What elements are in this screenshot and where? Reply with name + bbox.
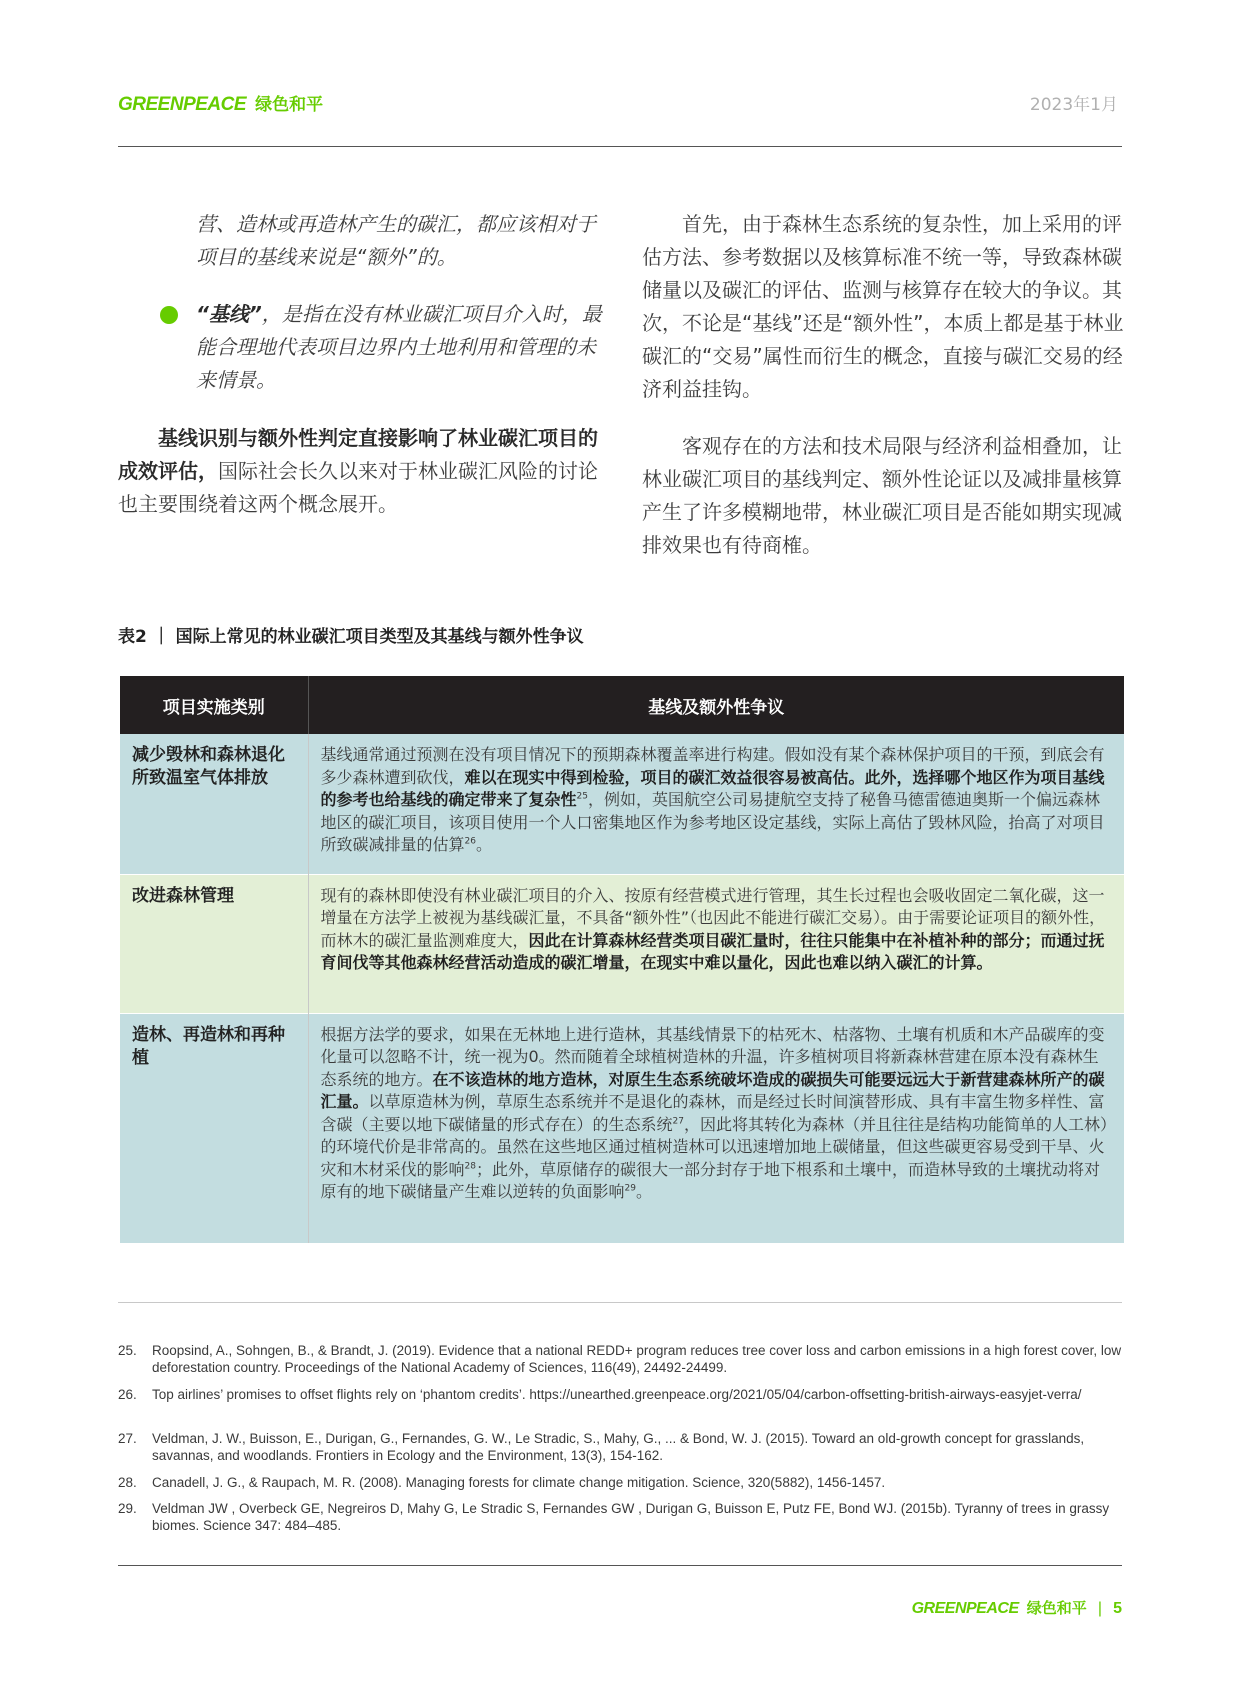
header-date: 2023年1月 bbox=[1029, 95, 1118, 115]
table-caption: 表2 ｜ 国际上常见的林业碳汇项目类型及其基线与额外性争议 bbox=[118, 627, 584, 647]
desc-bold: 因此在计算森林经营类项目碳汇量时，往往只能集中在补植补种的部分；而通过抚育间伐等其他森林经营活动造成的碳汇增量，在现实中难以量化，因此也难以纳入碳汇的计算。 bbox=[320, 930, 1105, 972]
desc-text: 现有的森林即使没有林业碳汇项目的介入、按原有经营模式进行管理，其生长过程也会吸收固定二氧化碳，这一增量在方法学上被视为基线碳汇量，不具备“额外性”（也因此不能进行碳汇交易）。由于需要论证项目的额外性，而林木的碳汇量监测难度大， bbox=[320, 885, 1106, 950]
footnote-26 bbox=[118, 1386, 1122, 1403]
footnote-29 bbox=[118, 1500, 1122, 1534]
header-divider bbox=[118, 146, 1122, 147]
row-category: 造林、再造林和再种植 bbox=[120, 1013, 308, 1243]
table-row bbox=[120, 734, 1124, 874]
footnote-27 bbox=[118, 1430, 1122, 1464]
footnote-divider bbox=[118, 1302, 1122, 1303]
row-description bbox=[308, 734, 1124, 874]
right-paragraph-2: 客观存在的方法和技术局限与经济利益相叠加，让林业碳汇项目的基线判定、额外性论证以及减排量核算产生了许多模糊地带，林业碳汇项目是否能如期实现减排效果也有待商榷。 bbox=[642, 434, 1122, 557]
footnote-text: Veldman, J. W., Buisson, E., Durigan, G., Fernandes, G. W., Le Stradic, S., Mahy, G., ... & Bond, W. J. (2015). Toward an old-growth concept for grasslands, savannas, and woodlands. Frontiers in Ecology and the Environment, 13(3), 154-162. bbox=[152, 1431, 1085, 1463]
header-logo bbox=[118, 90, 323, 116]
footnote-25 bbox=[118, 1342, 1122, 1376]
footer-separator: | bbox=[1097, 1600, 1102, 1617]
quote-continuation: 营、造林或再造林产生的碳汇，都应该相对于项目的基线来说是“额外”的。 bbox=[196, 212, 596, 269]
footer-logo bbox=[912, 1597, 1122, 1618]
footnote-ref: 25 bbox=[576, 791, 588, 802]
footnote-number: 26. bbox=[118, 1387, 137, 1402]
desc-text: ，例如，英国航空公司易捷航空支持了秘鲁马德雷德迪奥斯一个偏远森林地区的碳汇项目，该项目使用一个人口密集地区作为参考地区设定基线，实际上高估了毁林风险，抬高了对项目所致碳减排量的估算 bbox=[320, 790, 1105, 854]
desc-bold: 在不该造林的地方造林，对原生生态系统破坏造成的碳损失可能要远远大于新营建森林所产的碳汇量。 bbox=[320, 1069, 1105, 1111]
row-category: 减少毁林和森林退化所致温室气体排放 bbox=[120, 734, 308, 874]
greenpeace-logo-text: GREENPEACE bbox=[118, 94, 247, 115]
page-number: 5 bbox=[1113, 1600, 1122, 1617]
table-row bbox=[120, 874, 1124, 1013]
desc-text: 。 bbox=[475, 835, 492, 854]
desc-text: 以草原造林为例，草原生态系统并不是退化的森林，而是经过长时间演替形成、具有丰富生物多样性、富含碳（主要以地下碳储量的形式存在）的生态系统 bbox=[320, 1092, 1105, 1134]
greenpeace-logo-cn: 绿色和平 bbox=[255, 95, 324, 115]
footer-divider bbox=[118, 1565, 1122, 1566]
bullet-term: “基线” bbox=[196, 302, 262, 326]
left-paragraph bbox=[118, 422, 606, 521]
table-row bbox=[120, 1013, 1124, 1243]
footnote-ref: 27 bbox=[672, 1116, 684, 1127]
footnote-text: Veldman JW , Overbeck GE, Negreiros D, Mahy G, Le Stradic S, Fernandes GW , Durigan G, Buisson E, Putz FE, Bond WJ. (2015b). Tyranny of trees in grassy biomes. Science 347: 484–485. bbox=[152, 1501, 1110, 1533]
footnote-number: 27. bbox=[118, 1431, 137, 1446]
left-paragraph-text: 国际社会长久以来对于林业碳汇风险的讨论也主要围绕着这两个概念展开。 bbox=[118, 459, 598, 516]
footnote-ref: 29 bbox=[624, 1183, 636, 1194]
footnote-ref: 26 bbox=[464, 836, 476, 847]
footnote-number: 25. bbox=[118, 1343, 137, 1358]
right-paragraph-1: 首先，由于森林生态系统的复杂性，加上采用的评估方法、参考数据以及核算标准不统一等，导致森林碳储量以及碳汇的评估、监测与核算存在较大的争议。其次，不论是“基线”还是“额外性”，本质上都是基于林业碳汇的“交易”属性而衍生的概念，直接与碳汇交易的经济利益挂钩。 bbox=[642, 212, 1124, 401]
controversy-table bbox=[120, 676, 1124, 1243]
desc-text: ；此外，草原储存的碳很大一部分封存于地下根系和土壤中，而造林导致的土壤扰动将对原有的地下碳储量产生难以逆转的负面影响 bbox=[320, 1159, 1100, 1201]
desc-text: 。 bbox=[635, 1182, 652, 1201]
row-category: 改进森林管理 bbox=[120, 874, 308, 1013]
bullet-dot-icon bbox=[160, 306, 178, 324]
header-controversy: 基线及额外性争议 bbox=[308, 676, 1124, 734]
footnote-text: Top airlines’ promises to offset flights rely on ‘phantom credits’. https://unearthed.greenpeace.org/2021/05/04/carbon-offsetting-british-airways-easyjet-verra/ bbox=[152, 1387, 1082, 1402]
greenpeace-logo-text: GREENPEACE bbox=[911, 1600, 1019, 1617]
footnote-number: 28. bbox=[118, 1475, 137, 1490]
baseline-definition bbox=[196, 298, 606, 397]
header-category: 项目实施类别 bbox=[120, 676, 308, 734]
row-description bbox=[308, 874, 1124, 1013]
footnote-ref: 28 bbox=[464, 1161, 476, 1172]
desc-text: ，因此将其转化为森林（并且往往是结构功能简单的人工林）的环境代价是非常高的。虽然在这些地区通过植树造林可以迅速增加地上碳储量，但这些碳更容易受到干旱、火灾和木材采伐的影响 bbox=[320, 1114, 1108, 1179]
footnote-text: Canadell, J. G., & Raupach, M. R. (2008). Managing forests for climate change mitigation. Science, 320(5882), 1456-1457. bbox=[152, 1475, 886, 1490]
table-header-row bbox=[120, 676, 1124, 734]
row-description bbox=[308, 1013, 1124, 1243]
desc-text: 基线通常通过预测在没有项目情况下的预期森林覆盖率进行构建。假如没有某个森林保护项目的干预，到底会有多少森林遭到砍伐， bbox=[320, 745, 1105, 787]
desc-text: 根据方法学的要求，如果在无林地上进行造林，其基线情景下的枯死木、枯落物、土壤有机质和木产品碳库的变化量可以忽略不计，统一视为0。然而随着全球植树造林的升温，许多植树项目将新森林营建在原本没有森林生态系统的地方。 bbox=[320, 1024, 1105, 1089]
bullet-text: ，是指在没有林业碳汇项目介入时，最能合理地代表项目边界内土地利用和管理的未来情景。 bbox=[196, 302, 602, 392]
greenpeace-logo-cn: 绿色和平 bbox=[1026, 1599, 1087, 1617]
footnote-number: 29. bbox=[118, 1501, 137, 1516]
left-paragraph-bold: 基线识别与额外性判定直接影响了林业碳汇项目的成效评估， bbox=[118, 426, 598, 483]
footnote-28 bbox=[118, 1474, 1122, 1491]
desc-bold: 难以在现实中得到检验，项目的碳汇效益很容易被高估。此外，选择哪个地区作为项目基线的参考也给基线的确定带来了复杂性 bbox=[320, 767, 1105, 809]
footnote-text: Roopsind, A., Sohngen, B., & Brandt, J. (2019). Evidence that a national REDD+ program reduces tree cover loss and carbon emissions in a high forest cover, low deforestation country. Proceedings of the National Academy of Sciences, 116(49), 24492-24499. bbox=[152, 1343, 1122, 1375]
